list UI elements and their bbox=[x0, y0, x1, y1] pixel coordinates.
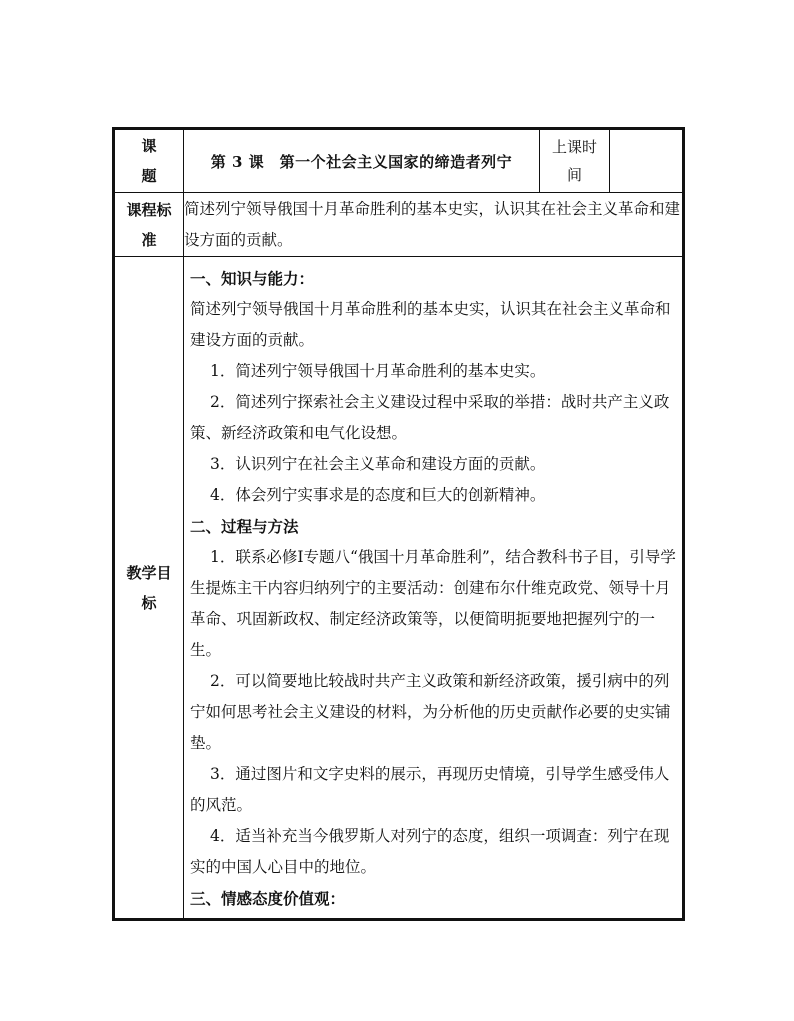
goals-content bbox=[184, 257, 684, 920]
standard-row bbox=[114, 193, 684, 257]
section1-item: 4．体会列宁实事求是的态度和巨大的创新精神。 bbox=[210, 486, 546, 504]
standard-label-cell bbox=[114, 193, 184, 257]
section3-heading: 三、情感态度价值观： bbox=[190, 889, 346, 908]
section1-item: 2．简述列宁探索社会主义建设过程中采取的举措：战时共产主义政策、新经济政策和电气化设想。 bbox=[190, 393, 670, 442]
topic-label-line2: 题 bbox=[141, 167, 157, 185]
goals-label-cell bbox=[114, 257, 184, 920]
goals-row bbox=[114, 257, 684, 920]
class-time-value bbox=[610, 129, 684, 193]
section2-item: 3．通过图片和文字史料的展示，再现历史情境，引导学生感受伟人的风范。 bbox=[190, 765, 670, 814]
goals-label-line2: 标 bbox=[141, 593, 157, 612]
topic-title: 第 3 课 第一个社会主义国家的缔造者列宁 bbox=[184, 129, 540, 193]
section2-heading: 二、过程与方法 bbox=[190, 517, 299, 536]
topic-row bbox=[114, 129, 684, 193]
standard-text: 简述列宁领导俄国十月革命胜利的基本史实，认识其在社会主义革命和建设方面的贡献。 bbox=[184, 193, 684, 257]
section1-item: 1．简述列宁领导俄国十月革命胜利的基本史实。 bbox=[210, 362, 546, 380]
standard-label-line1: 课程标 bbox=[126, 200, 172, 219]
class-time-label-cell bbox=[540, 129, 610, 193]
section2-item: 1．联系必修Ⅰ专题八“俄国十月革命胜利”，结合教科书子目，引导学生提炼主干内容归纳列宁的主要活动：创建布尔什维克政党、领导十月革命、巩固新政权、制定经济政策等，以便简明扼要地把握列宁的一生。 bbox=[190, 548, 676, 659]
section1-heading: 一、知识与能力： bbox=[190, 269, 315, 288]
section1-item: 3．认识列宁在社会主义革命和建设方面的贡献。 bbox=[210, 455, 546, 473]
section2-item: 2．可以简要地比较战时共产主义政策和新经济政策，援引病中的列宁如何思考社会主义建设的材料，为分析他的历史贡献作必要的史实铺垫。 bbox=[190, 672, 671, 752]
lesson-plan-table bbox=[112, 127, 685, 921]
class-time-label-line1: 上课时 bbox=[551, 138, 597, 156]
class-time-label-line2: 间 bbox=[566, 166, 582, 184]
topic-label-cell bbox=[114, 129, 184, 193]
section2-item: 4．适当补充当今俄罗斯人对列宁的态度，组织一项调查：列宁在现实的中国人心目中的地位。 bbox=[190, 827, 670, 876]
topic-label-line1: 课 bbox=[141, 137, 157, 155]
standard-label-line2: 准 bbox=[141, 230, 157, 249]
goals-label-line1: 教学目 bbox=[126, 563, 172, 582]
section1-intro: 简述列宁领导俄国十月革命胜利的基本史实，认识其在社会主义革命和建设方面的贡献。 bbox=[190, 300, 671, 349]
